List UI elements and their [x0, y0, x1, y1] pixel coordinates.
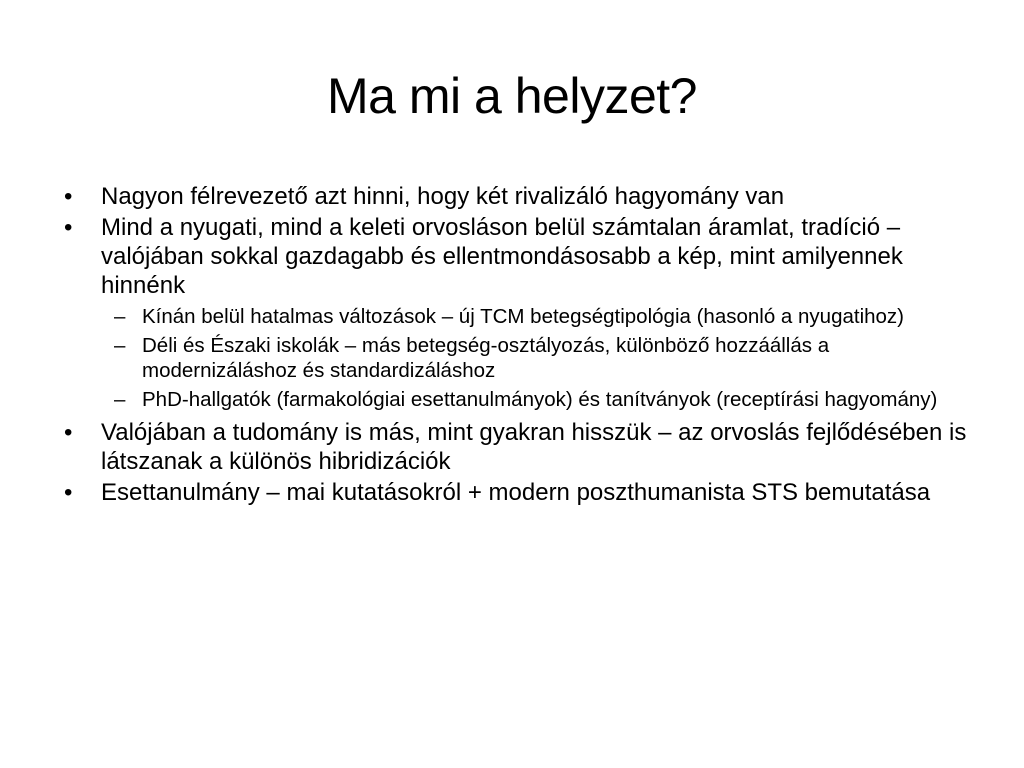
bullet-text: Mind a nyugati, mind a keleti orvosláson belül számtalan áramlat, tradíció – valójában sokkal gazdagabb és ellentmondásosabb a kép, mint amilyennek hinnénk: [101, 214, 903, 299]
slide-content: [60, 182, 970, 509]
bullet-marker: •: [64, 214, 73, 241]
sub-bullet-marker: –: [114, 388, 126, 411]
bullet-item: [60, 418, 970, 476]
sub-bullet-marker: –: [114, 334, 126, 357]
bullet-marker: •: [64, 419, 73, 446]
bullet-list: [60, 182, 970, 507]
bullet-text: Valójában a tudomány is más, mint gyakran hisszük – az orvoslás fejlődésében is látszanak a különös hibridizációk: [101, 419, 967, 475]
sub-bullet-item: [101, 333, 970, 383]
bullet-item: [60, 182, 970, 211]
bullet-item: [60, 213, 970, 412]
sub-bullet-marker: –: [114, 305, 126, 328]
bullet-marker: •: [64, 183, 73, 210]
sub-bullet-text: Kínán belül hatalmas változások – új TCM betegségtipológia (hasonló a nyugatihoz): [142, 305, 905, 328]
bullet-text: Esettanulmány – mai kutatásokról + modern poszthumanista STS bemutatása: [101, 479, 931, 506]
sub-bullet-item: [101, 304, 970, 329]
sub-bullet-text: PhD-hallgatók (farmakológiai esettanulmányok) és tanítványok (receptírási hagyomány): [142, 388, 938, 411]
bullet-marker: •: [64, 479, 73, 506]
sub-bullet-item: [101, 387, 970, 412]
sub-bullet-list: [101, 304, 970, 412]
slide-title: Ma mi a helyzet?: [327, 68, 697, 124]
sub-bullet-text: Déli és Északi iskolák – más betegség-osztályozás, különböző hozzáállás a modernizáláshoz és standardizáláshoz: [142, 334, 830, 382]
bullet-item: [60, 478, 970, 507]
bullet-text: Nagyon félrevezető azt hinni, hogy két rivalizáló hagyomány van: [101, 183, 785, 210]
